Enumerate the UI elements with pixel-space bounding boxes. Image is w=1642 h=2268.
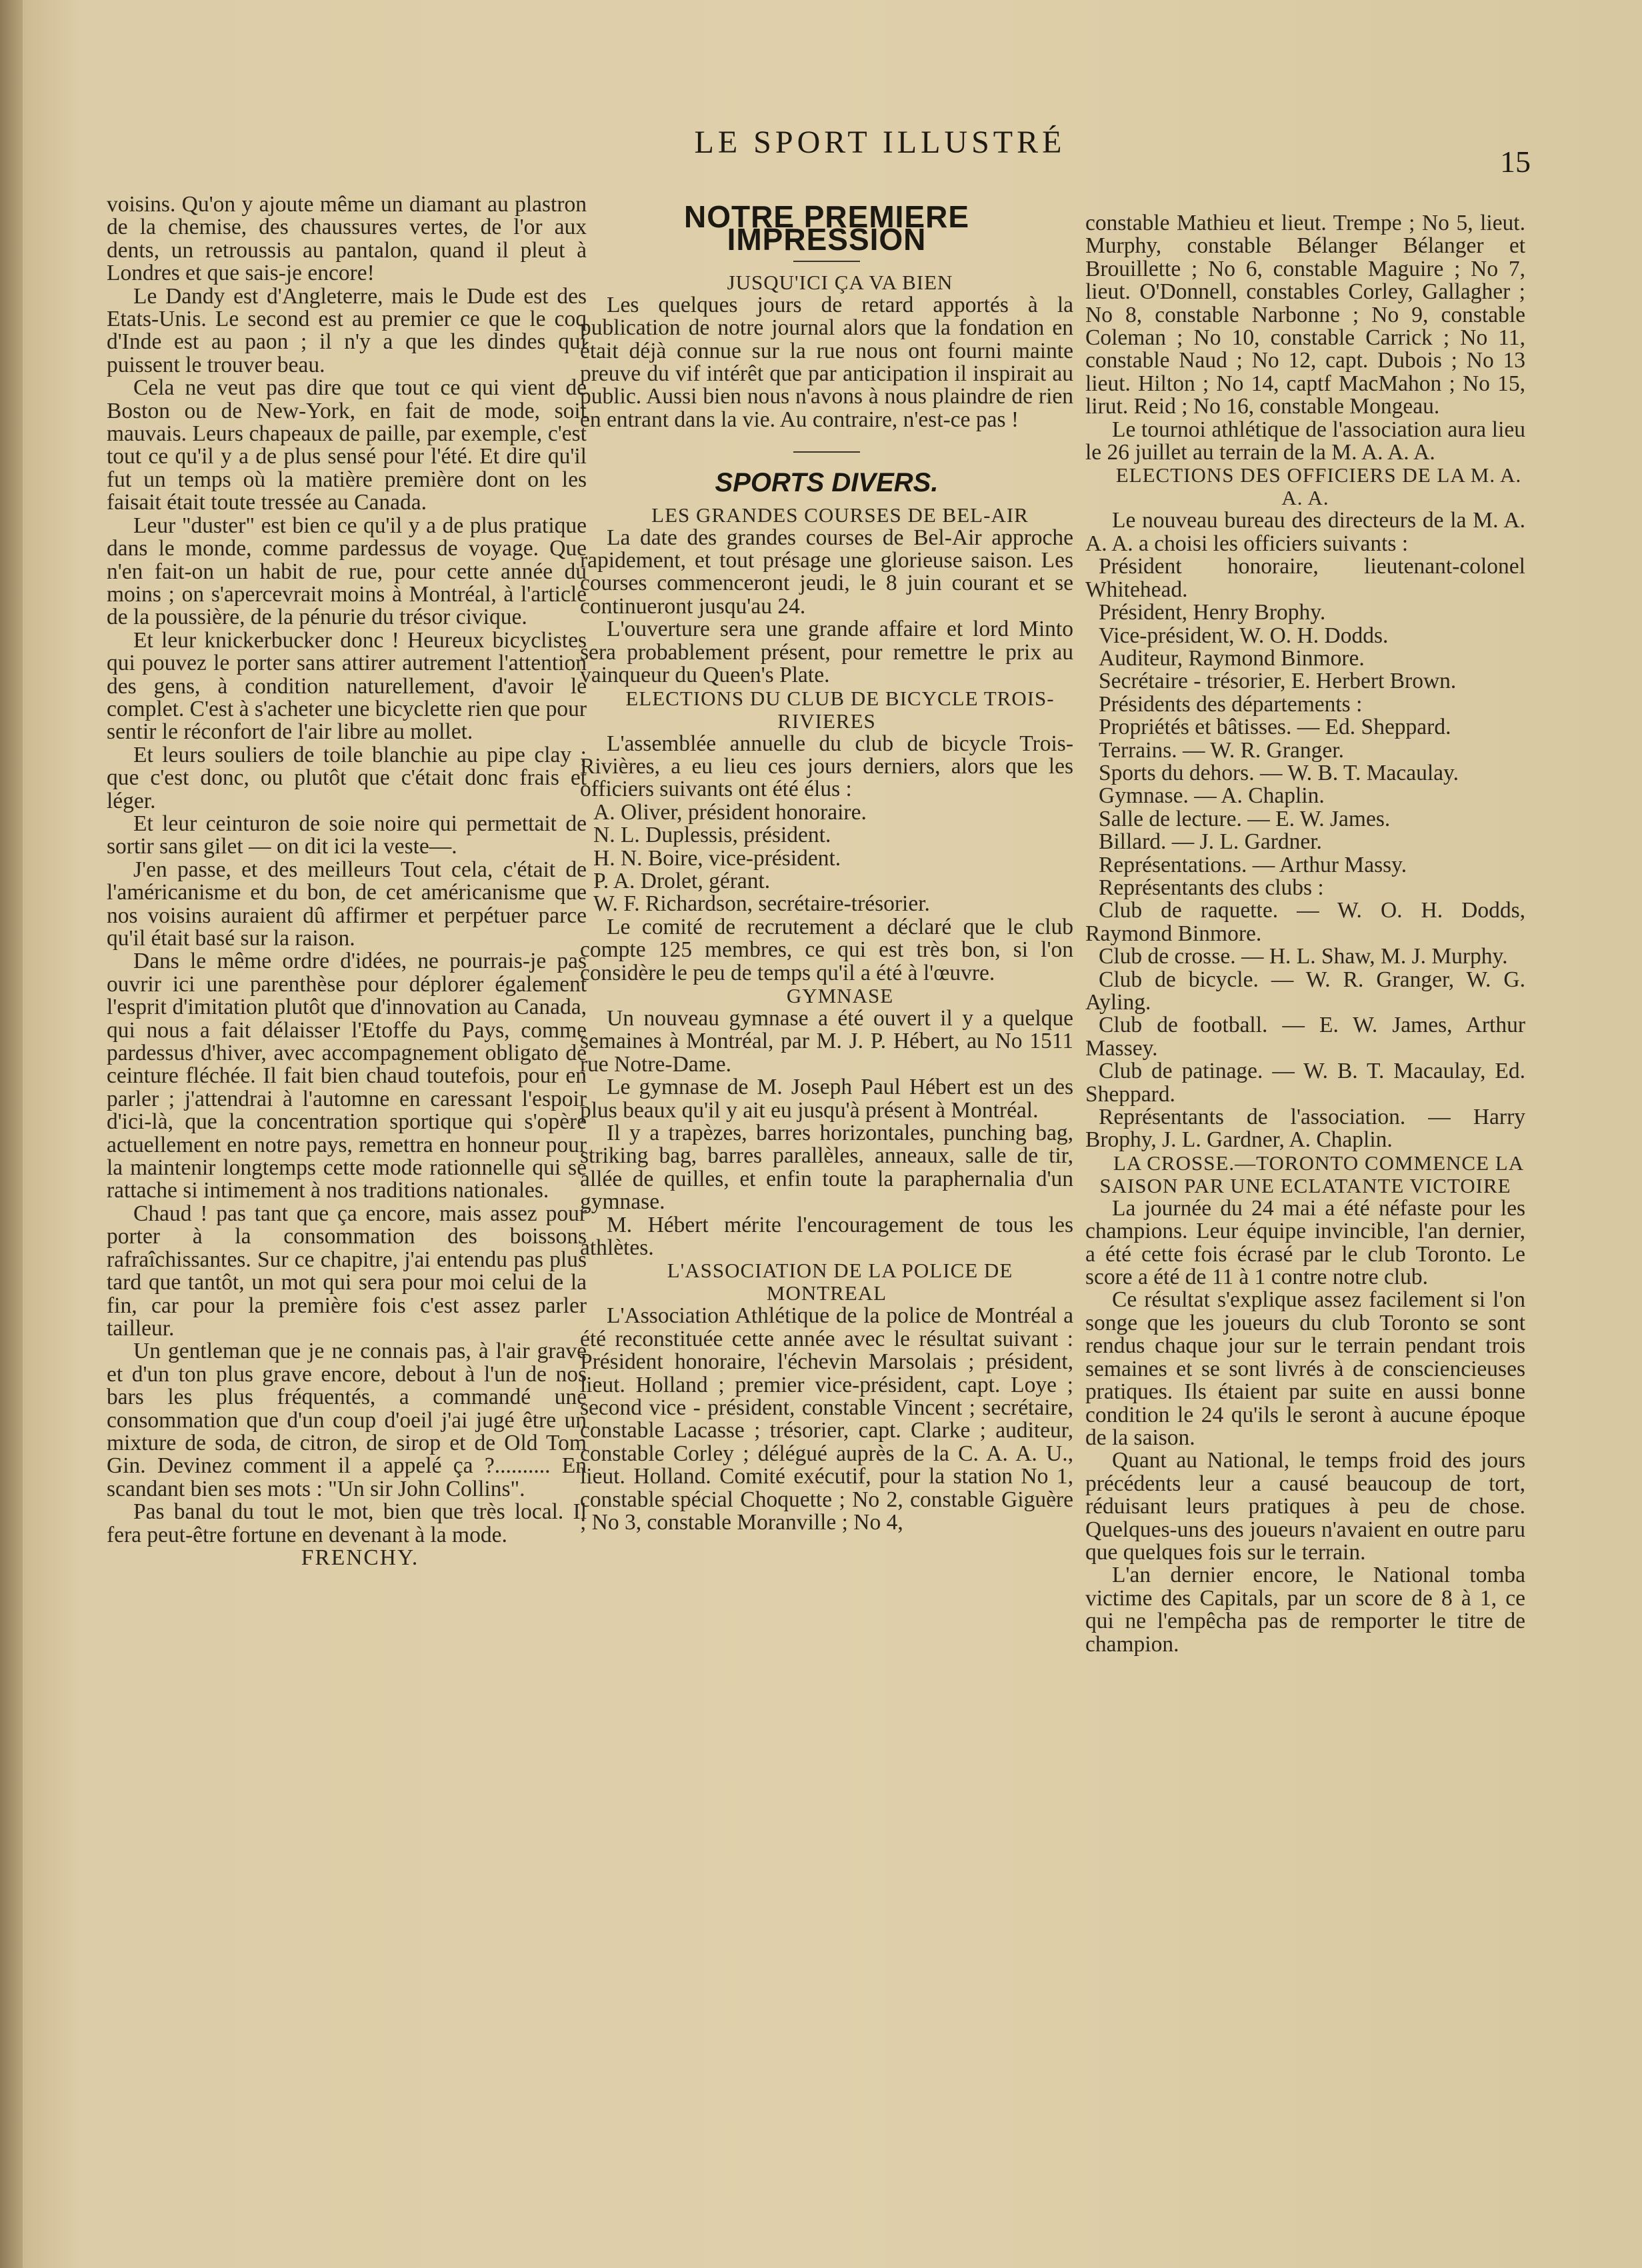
article-title: NOTRE PREMIERE IMPRESSION <box>683 199 970 257</box>
column-middle <box>580 200 1073 1535</box>
list-item: Club de raquette. — W. O. H. Dodds, Raymond Binmore. <box>1085 898 1525 946</box>
paragraph: Pas banal du tout le mot, bien que très local. Il fera peut-être fortune en devenant à la mode. <box>107 1499 587 1547</box>
paragraph: Le gymnase de M. Joseph Paul Hébert est un des plus beaux qu'il y ait eu jusqu'à présent à Montréal. <box>580 1075 1073 1123</box>
list-item: Billard. — J. L. Gardner. <box>1099 829 1322 855</box>
paragraph: Le nouveau bureau des directeurs de la M. A. A. A. a choisi les officiers suivants : <box>1085 508 1525 556</box>
paragraph: constable Mathieu et lieut. Trempe ; No 5, lieut. Murphy, constable Bélanger Bélanger et Brouillette ; No 6, constable Maguire ; No 7, lieut. O'Donnell, constables Corley, Gallagher ; No 8, constable Narbonne ; No 9, constable Coleman ; No 10, constable Carrick ; No 11, constable Naud ; No 12, capt. Dubois ; No 13 lieut. Hilton ; No 14, captf MacMahon ; No 15, lirut. Reid ; No 16, constable Mongeau. <box>1085 211 1525 419</box>
paragraph: Le tournoi athlétique de l'association aura lieu le 26 juillet au terrain de la M. A. A. A. <box>1085 417 1525 465</box>
list-item: Présidents des départements : <box>1099 691 1363 717</box>
list-item: Gymnase. — A. Chaplin. <box>1099 783 1325 809</box>
divider-rule <box>793 451 860 453</box>
paragraph: L'ouverture sera une grande affaire et lord Minto sera probablement présent, pour remettre le prix au vainqueur du Queen's Plate. <box>580 617 1073 688</box>
paragraph: La date des grandes courses de Bel-Air approche rapidement, et tout présage une glorieuse saison. Les courses commenceront jeudi, le 8 juin courant et se continueront jusqu'au 24. <box>580 525 1073 619</box>
list-item: Club de patinage. — W. B. T. Macaulay, Ed. Sheppard. <box>1085 1059 1525 1107</box>
list-item: Président honoraire, lieutenant-colonel Whitehead. <box>1085 554 1525 602</box>
list-item: H. N. Boire, vice-président. <box>593 845 841 871</box>
section-subheading: LA CROSSE.—TORONTO COMMENCE LA SAISON PAR UNE ECLATANTE VICTOIRE <box>1099 1151 1525 1197</box>
section-subheading: GYMNASE <box>786 983 894 1007</box>
paragraph: M. Hébert mérite l'encouragement de tous les athlètes. <box>580 1212 1073 1261</box>
list-item: Propriétés et bâtisses. — Ed. Sheppard. <box>1099 715 1451 740</box>
paragraph: La journée du 24 mai a été néfaste pour les champions. Leur équipe invincible, l'an dernier, a été cette fois écrasé par le club Toronto. Le score a été de 11 à 1 contre notre club. <box>1085 1195 1525 1290</box>
list-item: Sports du dehors. — W. B. T. Macaulay. <box>1099 760 1459 785</box>
page-spine <box>0 0 23 2268</box>
paragraph: L'Association Athlétique de la police de Montréal a été reconstituée cette année avec le résultat suivant : Président honoraire, l'échevin Marsolais ; président, lieut. Holland ; premier vice-président, capt. Loye ; second vice - président, constable Vincent ; secrétaire, constable Lacasse ; trésorier, capt. Clarke ; auditeur, constable Corley ; délégué auprès de la C. A. A. U., lieut. Holland. Comité exécutif, pour la station No 1, constable spécial Choquette ; No 2, constable Giguère ; No 3, constable Moranville ; No 4, <box>580 1303 1073 1535</box>
section-subheading: L'ASSOCIATION DE LA POLICE DE MONTREAL <box>667 1259 1013 1305</box>
list-item: Club de bicycle. — W. R. Granger, W. G. Ayling. <box>1085 967 1525 1015</box>
paragraph: Le comité de recrutement a déclaré que le club compte 125 membres, ce qui est très bon, si l'on considère le peu de temps qu'il a été à l'œuvre. <box>580 914 1073 985</box>
paragraph: Leur "duster" est bien ce qu'il y a de plus pratique dans le monde, comme pardessus de voyage. Que n'en fait-on un habit de rue, pour cette année du moins ; on s'apercevrait moins à Montréal, à l'article de la poussière, de la pénurie du trésor civique. <box>107 513 587 630</box>
paragraph: L'an dernier encore, le National tomba victime des Capitals, par un score de 8 à 1, ce qui ne l'empêcha pas de remporter le titre de champion. <box>1085 1563 1525 1657</box>
paragraph: Un nouveau gymnase a été ouvert il y a quelque semaines à Montréal, par M. J. P. Hébert, au No 1511 rue Notre-Dame. <box>580 1005 1073 1077</box>
paragraph: Les quelques jours de retard apportés à la publication de notre journal alors que la fondation en était déjà connue sur la rue nous ont fourni mainte preuve du vif intérêt que par anticipation il inspirait au public. Aussi bien nous n'avons à nous plaindre de rien en entrant dans la vie. Au contraire, n'est-ce pas ! <box>580 292 1073 432</box>
officers-list <box>580 801 1073 916</box>
section-subheading: ELECTIONS DES OFFICIERS DE LA M. A. A. A. <box>1115 463 1522 510</box>
list-item: N. L. Duplessis, président. <box>593 823 831 848</box>
paragraph: Dans le même ordre d'idées, ne pourrais-je pas ouvrir ici une parenthèse pour déplorer également l'esprit d'imitation plutôt que d'innovation au Canada, qui nous a fait délaisser l'Etoffe du Pays, comme pardessus d'hiver, avec accompagnement obligato de ceinture fléchée. Il fait bien chaud toutefois, pour en parler ; j'attendrai à l'automne en caressant l'espoir d'ici-là, que la concentration sportique qui s'opère actuellement en notre pays, remettra en honneur pour la maintenir longtemps cette mode rationnelle qui se rattache si intimement à nos traditions nationales. <box>107 949 587 1203</box>
list-item: Représentants des clubs : <box>1099 875 1324 900</box>
paragraph: voisins. Qu'on y ajoute même un diamant au plastron de la chemise, des chaussures vertes, de l'or aux dents, un retroussis au pantalon, quand il pleut à Londres et que sais-je encore! <box>107 192 587 286</box>
section-subheading: ELECTIONS DU CLUB DE BICYCLE TROIS-RIVIERES <box>625 686 1055 733</box>
list-item: A. Oliver, président honoraire. <box>593 799 867 825</box>
paragraph: Cela ne veut pas dire que tout ce qui vient de Boston ou de New-York, en fait de mode, soit mauvais. Leurs chapeaux de paille, par exemple, c'est tout ce qu'il y a de plus sensé pour l'été. Et dire qu'il fut un temps où la matière première dont on les faisait était toute tressée au Canada. <box>107 375 587 515</box>
paragraph: Il y a trapèzes, barres horizontales, punching bag, striking bag, barres parallèles, anneaux, salle de tir, allée de quilles, et enfin toute la paraphernalia d'un gymnase. <box>580 1121 1073 1215</box>
section-subheading: JUSQU'ICI ÇA VA BIEN <box>727 270 953 294</box>
column-left <box>107 193 587 1569</box>
paragraph: Et leur ceinturon de soie noire qui permettait de sortir sans gilet — on dit ici la veste—. <box>107 811 587 859</box>
list-item: Club de crosse. — H. L. Shaw, M. J. Murphy. <box>1099 944 1508 969</box>
list-item: Représentants de l'association. — Harry Brophy, J. L. Gardner, A. Chaplin. <box>1085 1105 1525 1153</box>
column-right <box>1085 212 1525 1656</box>
list-item: Terrains. — W. R. Granger. <box>1099 737 1344 763</box>
paragraph: Le Dandy est d'Angleterre, mais le Dude est des Etats-Unis. Le second est au premier ce que le coq d'Inde est au paon ; il n'y a que les dindes qui puissent le trouver beau. <box>107 283 587 377</box>
paragraph: Ce résultat s'explique assez facilement si l'on songe que les joueurs du club Toronto se sont rendus chaque jour sur le terrain pendant trois semaines et se sont livrés à de consciencieuses pratiques. Ils étaient par suite en aussi bonne condition le 24 qu'ils le seront à aucune époque de la saison. <box>1085 1287 1525 1450</box>
list-item: Président, Henry Brophy. <box>1099 600 1326 625</box>
paragraph: Et leur knickerbucker donc ! Heureux bicyclistes qui pouvez le porter sans attirer autrement l'attention des gens, à condition naturellement, d'avoir le complet. C'est à s'acheter une bicyclette rien que pour sentir le réconfort de l'air libre au mollet. <box>107 627 587 745</box>
section-title: SPORTS DIVERS. <box>715 468 939 498</box>
list-item: Salle de lecture. — E. W. James. <box>1099 806 1391 831</box>
author-signature: FRENCHY. <box>301 1545 419 1570</box>
list-item: Secrétaire - trésorier, E. Herbert Brown. <box>1099 669 1457 694</box>
paragraph: Et leurs souliers de toile blanchie au pipe clay ; que c'est donc, ou plutôt que c'était donc frais et léger. <box>107 742 587 813</box>
divider-rule <box>793 261 860 262</box>
list-item: Vice-président, W. O. H. Dodds. <box>1099 623 1389 648</box>
section-subheading: LES GRANDES COURSES DE BEL-AIR <box>651 503 1029 527</box>
paragraph: Un gentleman que je ne connais pas, à l'air grave et d'un ton plus grave encore, debout à l'un de nos bars les plus fréquentés, a commandé une consommation que d'un coup d'oeil j'ai jugé être un mixture de soda, de citron, de sirop et de Old Tom Gin. Devinez comment il a appelé ça ?.......... En scandant bien ses mots : "Un sir John Collins". <box>107 1339 587 1501</box>
paragraph: Quant au National, le temps froid des jours précédents leur a causé beaucoup de tort, réduisant leurs pratiques à peu de chose. Quelques-uns des joueurs n'avaient en outre paru que quelques fois sur le terrain. <box>1085 1448 1525 1565</box>
list-item: Représentations. — Arthur Massy. <box>1099 852 1407 877</box>
paragraph: Chaud ! pas tant que ça encore, mais assez pour porter à la consommation des boissons rafraîchissantes. Sur ce chapitre, j'ai entendu pas plus tard que tantôt, un mot qui sera pour moi celui de la fin, car pour la première fois c'est assez parler tailleur. <box>107 1201 587 1341</box>
list-item: W. F. Richardson, secrétaire-trésorier. <box>593 891 930 917</box>
page-number: 15 <box>1500 145 1531 179</box>
list-item: Auditeur, Raymond Binmore. <box>1099 645 1365 671</box>
paragraph: L'assemblée annuelle du club de bicycle Trois-Rivières, a eu lieu ces jours derniers, alors que les officiers suivants ont été élus : <box>580 731 1073 802</box>
officers-list <box>1085 555 1525 1152</box>
paragraph: J'en passe, et des meilleurs Tout cela, c'était de l'américanisme et du bon, de cet américanisme que nos voisins auraient dû affirmer et perpétuer parce qu'il était basé sur la raison. <box>107 857 587 951</box>
page-header: LE SPORT ILLUSTRÉ <box>694 125 1066 160</box>
list-item: P. A. Drolet, gérant. <box>593 868 771 893</box>
list-item: Club de football. — E. W. James, Arthur Massey. <box>1085 1013 1525 1061</box>
